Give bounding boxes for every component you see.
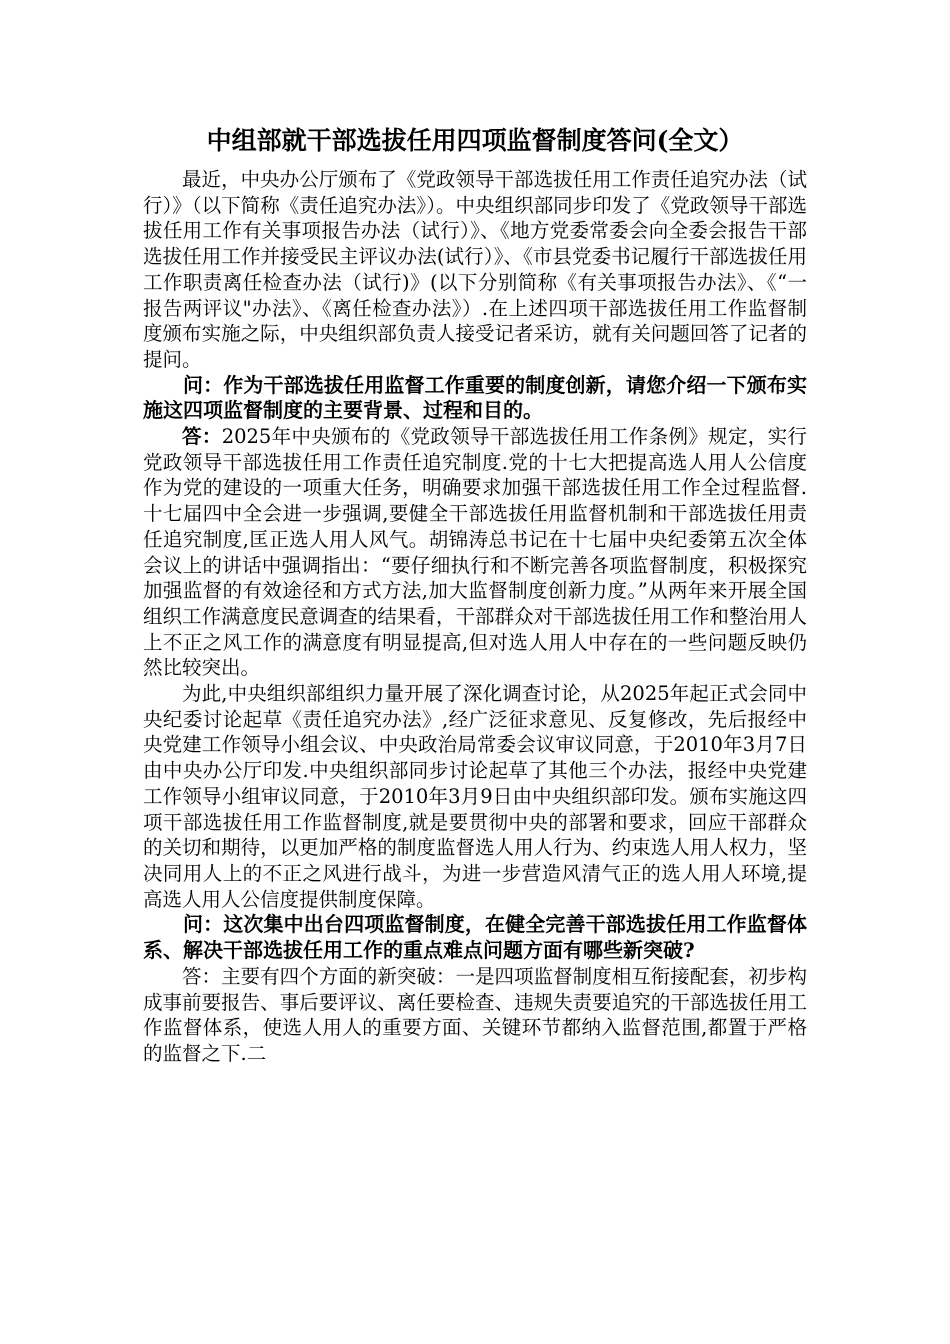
document-title: 中组部就干部选拔任用四项监督制度答问(全文） [206,126,744,155]
answer-paragraph-2: 答：主要有四个方面的新突破：一是四项监督制度相互衔接配套，初步构成事前要报告、事后要评议、离任要检查、违规失责要追究的干部选拔任用工作监督体系，使选人用人的重要方面、关键环节都纳入监督范围,都置于严格的监督之下.二 [143,964,807,1065]
question-paragraph-2: 问：这次集中出台四项监督制度，在健全完善干部选拔任用工作监督体系、解决干部选拔任用工作的重点难点问题方面有哪些新突破? [143,912,807,963]
intro-paragraph: 最近，中央办公厅颁布了《党政领导干部选拔任用工作责任追究办法（试行）》（以下简称《责任追究办法》）。中央组织部同步印发了《党政领导干部选拔任用工作有关事项报告办法（试行）》、《地方党委常委会向全委会报告干部选拔任用工作并接受民主评议办法(试行）》、《市县党委书记履行干部选拔任用工作职责离任检查办法（试行)》(以下分别简称《有关事项报告办法》、《“一报告两评议"办法》、《离任检查办法》）.在上述四项干部选拔任用工作监督制度颁布实施之际，中央组织部负责人接受记者采访，就有关问题回答了记者的提问。 [143,168,807,371]
answer-text: 2025年中央颁布的《党政领导干部选拔任用工作条例》规定，实行党政领导干部选拔任用工作责任追究制度.党的十七大把提高选人用人公信度作为党的建设的一项重大任务，明确要求加强干部选拔任用工作全过程监督.十七届四中全会进一步强调,要健全干部选拔任用监督机制和干部选拔任用责任追究制度,匡正选人用人风气。胡锦涛总书记在十七届中央纪委第五次全体会议上的讲话中强调指出：“要仔细执行和不断完善各项监督制度，积极探究加强监督的有效途径和方式方法,加大监督制度创新力度。”从两年来开展全国组织工作满意度民意调查的结果看，干部群众对干部选拔任用工作和整治用人上不正之风工作的满意度有明显提高,但对选人用人中存在的一些问题反映仍然比较突出。 [143,425,807,680]
answer-paragraph-1 [143,424,807,681]
document-page [143,125,807,1067]
question-paragraph-1: 问：作为干部选拔任用监督工作重要的制度创新，请您介绍一下颁布实施这四项监督制度的主要背景、过程和目的。 [143,372,807,423]
answer-label: 答： [182,425,222,449]
body-paragraph: 为此,中央组织部组织力量开展了深化调查讨论，从2025年起正式会同中央纪委讨论起草《责任追究办法》,经广泛征求意见、反复修改，先后报经中央党建工作领导小组会议、中央政治局常委会议审议同意，于2010年3月7日由中央办公厅印发.中央组织部同步讨论起草了其他三个办法，报经中央党建工作领导小组审议同意，于2010年3月9日由中央组织部印发。颁布实施这四项干部选拔任用工作监督制度,就是要贯彻中央的部署和要求，回应干部群众的关切和期待，以更加严格的制度监督选人用人行为、约束选人用人权力，坚决同用人上的不正之风进行战斗，为进一步营造风清气正的选人用人环境,提高选人用人公信度提供制度保障。 [143,682,807,911]
